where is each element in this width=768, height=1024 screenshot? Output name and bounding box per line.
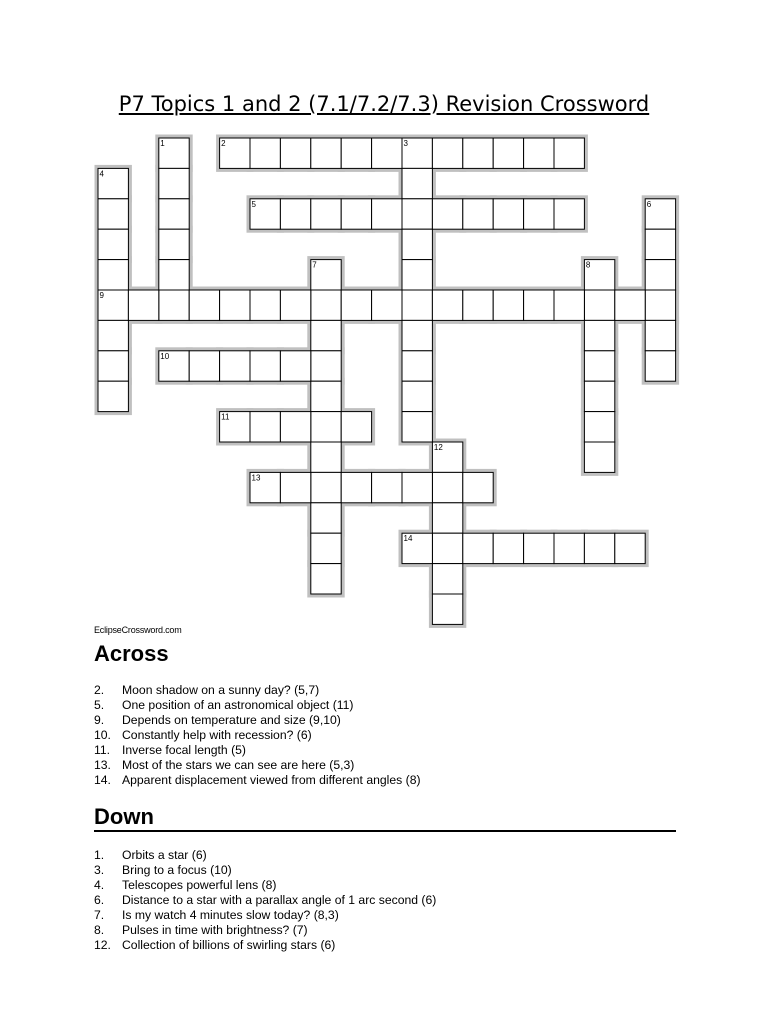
clue-number-label: 14.	[94, 773, 111, 787]
crossword-cell[interactable]	[432, 199, 462, 229]
crossword-cell[interactable]	[584, 351, 614, 381]
across-clue	[94, 743, 421, 758]
crossword-cell[interactable]	[402, 290, 432, 320]
crossword-cell[interactable]	[645, 260, 675, 290]
crossword-cell[interactable]	[584, 412, 614, 442]
crossword-cell[interactable]	[432, 564, 462, 594]
clue-number-label: 4.	[94, 878, 105, 892]
clue-number-label: 1.	[94, 848, 105, 862]
across-clue	[94, 683, 421, 698]
crossword-cell[interactable]	[402, 472, 432, 502]
crossword-cell[interactable]	[311, 564, 341, 594]
clue-text: Collection of billions of swirling stars (6)	[122, 938, 336, 952]
crossword-cell[interactable]	[463, 290, 493, 320]
crossword-cell[interactable]	[463, 199, 493, 229]
heading-divider	[94, 830, 676, 832]
crossword-cell[interactable]	[554, 199, 584, 229]
crossword-cell[interactable]	[524, 533, 554, 563]
clue-text: Inverse focal length (5)	[122, 743, 246, 757]
crossword-cell[interactable]	[584, 533, 614, 563]
across-clue	[94, 713, 421, 728]
crossword-cell[interactable]	[98, 260, 128, 290]
page-title: P7 Topics 1 and 2 (7.1/7.2/7.3) Revision Crossword	[118, 92, 650, 116]
crossword-cell[interactable]	[280, 199, 310, 229]
crossword-cell[interactable]	[372, 472, 402, 502]
crossword-cell[interactable]	[432, 472, 462, 502]
clue-number-label: 8.	[94, 923, 105, 937]
clue-number-label: 11.	[94, 743, 111, 757]
crossword-cell[interactable]	[341, 290, 371, 320]
clue-text: Apparent displacement viewed from different angles (8)	[122, 773, 421, 787]
clue-text: One position of an astronomical object (11)	[122, 698, 354, 712]
down-clue-list	[94, 848, 436, 953]
crossword-cell[interactable]	[645, 351, 675, 381]
crossword-cell[interactable]	[311, 381, 341, 411]
clue-text: Telescopes powerful lens (8)	[122, 878, 277, 892]
clue-number-label: 6.	[94, 893, 105, 907]
crossword-cell[interactable]	[220, 290, 250, 320]
clue-number-label: 2.	[94, 683, 105, 697]
clue-number: 9	[99, 291, 104, 300]
clue-number: 14	[403, 534, 413, 544]
clue-number: 12	[433, 443, 443, 452]
clue-number-label: 12.	[94, 938, 111, 952]
clue-number: 4	[99, 169, 104, 179]
crossword-cell[interactable]	[432, 594, 462, 624]
clue-number: 13	[251, 473, 261, 483]
down-clue	[94, 938, 436, 953]
down-clue	[94, 878, 436, 893]
down-heading: Down	[94, 804, 154, 829]
crossword-cell[interactable]	[159, 260, 189, 290]
crossword-cell[interactable]	[98, 320, 128, 350]
crossword-cell[interactable]	[402, 320, 432, 350]
across-clue	[94, 758, 421, 773]
crossword-cell[interactable]	[615, 533, 645, 563]
down-clue	[94, 863, 436, 878]
crossword-cell[interactable]	[311, 351, 341, 381]
crossword-cell[interactable]	[463, 138, 493, 168]
across-clue	[94, 698, 421, 713]
clue-number: 7	[312, 260, 317, 270]
crossword-cell[interactable]	[402, 168, 432, 198]
clue-text: Orbits a star (6)	[122, 848, 207, 862]
across-heading: Across	[94, 641, 169, 666]
crossword-cell[interactable]	[645, 229, 675, 259]
crossword-cell[interactable]	[554, 290, 584, 320]
crossword-cell[interactable]	[645, 320, 675, 350]
crossword-cell[interactable]	[524, 290, 554, 320]
down-clue	[94, 848, 436, 863]
crossword-cell[interactable]	[311, 290, 341, 320]
crossword-cell[interactable]	[493, 533, 523, 563]
crossword-cell[interactable]	[432, 533, 462, 563]
crossword-cell[interactable]	[584, 290, 614, 320]
crossword-cell[interactable]	[189, 290, 219, 320]
crossword-cell[interactable]	[554, 533, 584, 563]
across-clue-list	[94, 683, 421, 788]
crossword-cell[interactable]	[311, 320, 341, 350]
crossword-cell[interactable]	[220, 351, 250, 381]
clue-text: Bring to a focus (10)	[122, 863, 232, 877]
crossword-cell[interactable]	[311, 138, 341, 168]
crossword-cell[interactable]	[524, 199, 554, 229]
crossword-cell[interactable]	[311, 533, 341, 563]
crossword-cell[interactable]	[463, 472, 493, 502]
crossword-cell[interactable]	[372, 290, 402, 320]
crossword-cell[interactable]	[280, 138, 310, 168]
crossword-cell[interactable]	[311, 442, 341, 472]
crossword-cell[interactable]	[250, 138, 280, 168]
clue-text: Moon shadow on a sunny day? (5,7)	[122, 683, 320, 697]
crossword-cell[interactable]	[372, 138, 402, 168]
crossword-cell[interactable]	[432, 503, 462, 533]
crossword-cell[interactable]	[189, 351, 219, 381]
down-clue	[94, 923, 436, 938]
crossword-cell[interactable]	[584, 381, 614, 411]
clue-number: 6	[646, 199, 652, 209]
clue-number: 2	[221, 139, 226, 148]
clue-text: Most of the stars we can see are here (5,3)	[122, 758, 355, 772]
crossword-cell[interactable]	[402, 229, 432, 259]
clue-number: 3	[403, 139, 408, 148]
clue-number-label: 5.	[94, 698, 105, 712]
crossword-cell[interactable]	[280, 290, 310, 320]
crossword-cell[interactable]	[493, 199, 523, 229]
crossword-cell[interactable]	[402, 199, 432, 229]
clue-number: 8	[585, 260, 591, 270]
crossword-cell[interactable]	[250, 290, 280, 320]
crossword-cell[interactable]	[159, 290, 189, 320]
crossword-cell[interactable]	[159, 229, 189, 259]
crossword-cell[interactable]	[493, 138, 523, 168]
clue-number: 11	[221, 412, 230, 422]
crossword-cell[interactable]	[250, 351, 280, 381]
crossword-cell[interactable]	[341, 199, 371, 229]
crossword-cell[interactable]	[463, 533, 493, 563]
crossword-cell[interactable]	[524, 138, 554, 168]
crossword-cell[interactable]	[341, 138, 371, 168]
clue-text: Constantly help with recession? (6)	[122, 728, 312, 742]
clue-number-label: 3.	[94, 863, 105, 877]
crossword-cell[interactable]	[280, 412, 310, 442]
crossword-cell[interactable]	[250, 412, 280, 442]
crossword-cell[interactable]	[402, 260, 432, 290]
crossword-cell[interactable]	[554, 138, 584, 168]
down-clue	[94, 893, 436, 908]
crossword-cell[interactable]	[159, 168, 189, 198]
crossword-cell[interactable]	[402, 381, 432, 411]
crossword-cell[interactable]	[432, 138, 462, 168]
crossword-cell[interactable]	[159, 199, 189, 229]
clue-number: 1	[160, 139, 165, 148]
crossword-cell[interactable]	[311, 503, 341, 533]
crossword-cell[interactable]	[341, 472, 371, 502]
crossword-cell[interactable]	[584, 320, 614, 350]
credit-text: EclipseCrossword.com	[94, 625, 182, 635]
clue-text: Is my watch 4 minutes slow today? (8,3)	[122, 908, 339, 922]
crossword-cell[interactable]	[402, 351, 432, 381]
across-clue	[94, 728, 421, 743]
crossword-cell[interactable]	[615, 290, 645, 320]
crossword-cell[interactable]	[493, 290, 523, 320]
crossword-cell[interactable]	[584, 442, 614, 472]
clue-number-label: 13.	[94, 758, 111, 772]
clue-text: Distance to a star with a parallax angle of 1 arc second (6)	[122, 893, 437, 907]
crossword-cell[interactable]	[98, 199, 128, 229]
crossword-cell[interactable]	[280, 351, 310, 381]
clue-number-label: 7.	[94, 908, 105, 922]
crossword-cell[interactable]	[98, 229, 128, 259]
down-clue	[94, 908, 436, 923]
across-clue	[94, 773, 421, 788]
clue-number-label: 9.	[94, 713, 105, 727]
crossword-cell[interactable]	[341, 412, 371, 442]
crossword-cell[interactable]	[311, 199, 341, 229]
crossword-cell[interactable]	[311, 412, 341, 442]
crossword-cell[interactable]	[372, 199, 402, 229]
crossword-cell[interactable]	[311, 472, 341, 502]
crossword-cell[interactable]	[128, 290, 158, 320]
clue-text: Depends on temperature and size (9,10)	[122, 713, 341, 727]
crossword-cell[interactable]	[645, 290, 675, 320]
clue-number: 5	[251, 199, 256, 209]
clue-number: 10	[160, 351, 170, 361]
clue-text: Pulses in time with brightness? (7)	[122, 923, 308, 937]
crossword-cell[interactable]	[402, 412, 432, 442]
crossword-cell[interactable]	[432, 290, 462, 320]
crossword-cell[interactable]	[98, 381, 128, 411]
clue-number-label: 10.	[94, 728, 111, 742]
crossword-cell[interactable]	[280, 472, 310, 502]
crossword-cell[interactable]	[98, 351, 128, 381]
